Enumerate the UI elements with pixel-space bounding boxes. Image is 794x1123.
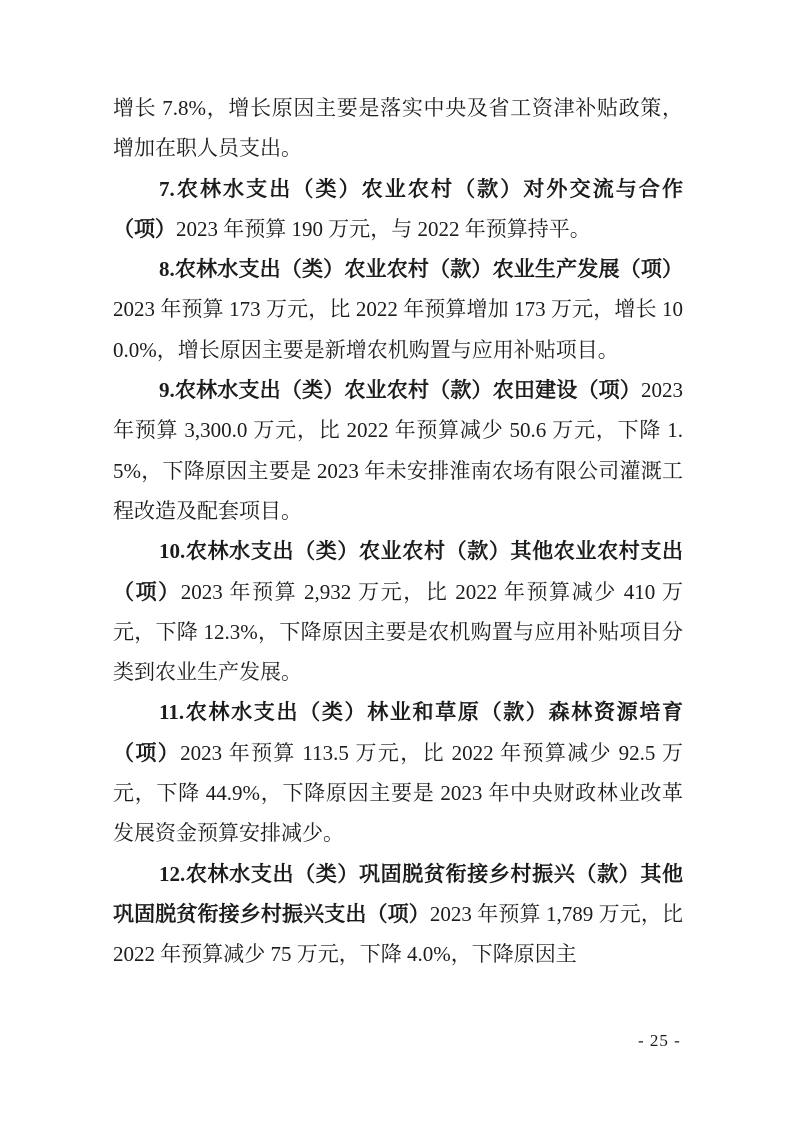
item-10-body: 2023 年预算 2,932 万元，比 2022 年预算减少 410 万元，下降 12.3%，下降原因主要是农机购置与应用补贴项目分类到农业生产发展。 [113,579,684,685]
paragraph-continuation [113,88,683,169]
item-8-body: 2023 年预算 173 万元，比 2022 年预算增加 173 万元，增长 100.0%，增长原因主要是新增农机购置与应用补贴项目。 [113,297,683,362]
item-11-heading: 11.农林水支出（类）林业和草原（款）森林资源培育（项） [113,700,683,765]
item-12-body: 2023 年预算 1,789 万元，比 2022 年预算减少 75 万元，下降 4.0%，下降原因主 [113,901,683,967]
budget-item-8 [113,249,683,370]
paragraph-text: 增长 7.8%，增长原因主要是落实中央及省工资津补贴政策，增加在职人员支出。 [113,96,683,161]
item-7-heading: 7.农林水支出（类）农业农村（款）对外交流与合作（项） [113,176,683,241]
item-9-body: 2023 年预算 3,300.0 万元，比 2022 年预算减少 50.6 万元，下降 1.5%，下降原因主要是 2023 年未安排淮南农场有限公司灌溉工程改造及配套项目。 [113,378,683,523]
budget-item-11 [113,692,683,853]
budget-item-12 [113,854,683,975]
budget-item-7 [113,169,683,250]
item-10-heading: 10.农林水支出（类）农业农村（款）其他农业农村支出（项） [113,539,683,604]
budget-item-9 [113,370,683,531]
item-12-heading: 12.农林水支出（类）巩固脱贫衔接乡村振兴（款）其他巩固脱贫衔接乡村振兴支出（项） [113,861,683,926]
document-body [113,88,683,975]
item-9-heading: 9.农林水支出（类）农业农村（款）农田建设（项） [159,378,641,403]
item-7-body: 2023 年预算 190 万元，与 2022 年预算持平。 [176,216,591,241]
item-8-heading: 8.农林水支出（类）农业农村（款）农业生产发展（项） [159,257,683,282]
budget-item-10 [113,531,683,692]
page-number: - 25 - [638,1031,681,1050]
item-11-body: 2023 年预算 113.5 万元，比 2022 年预算减少 92.5 万元，下降 44.9%，下降原因主要是 2023 年中央财政林业改革发展资金预算安排减少。 [113,740,683,846]
